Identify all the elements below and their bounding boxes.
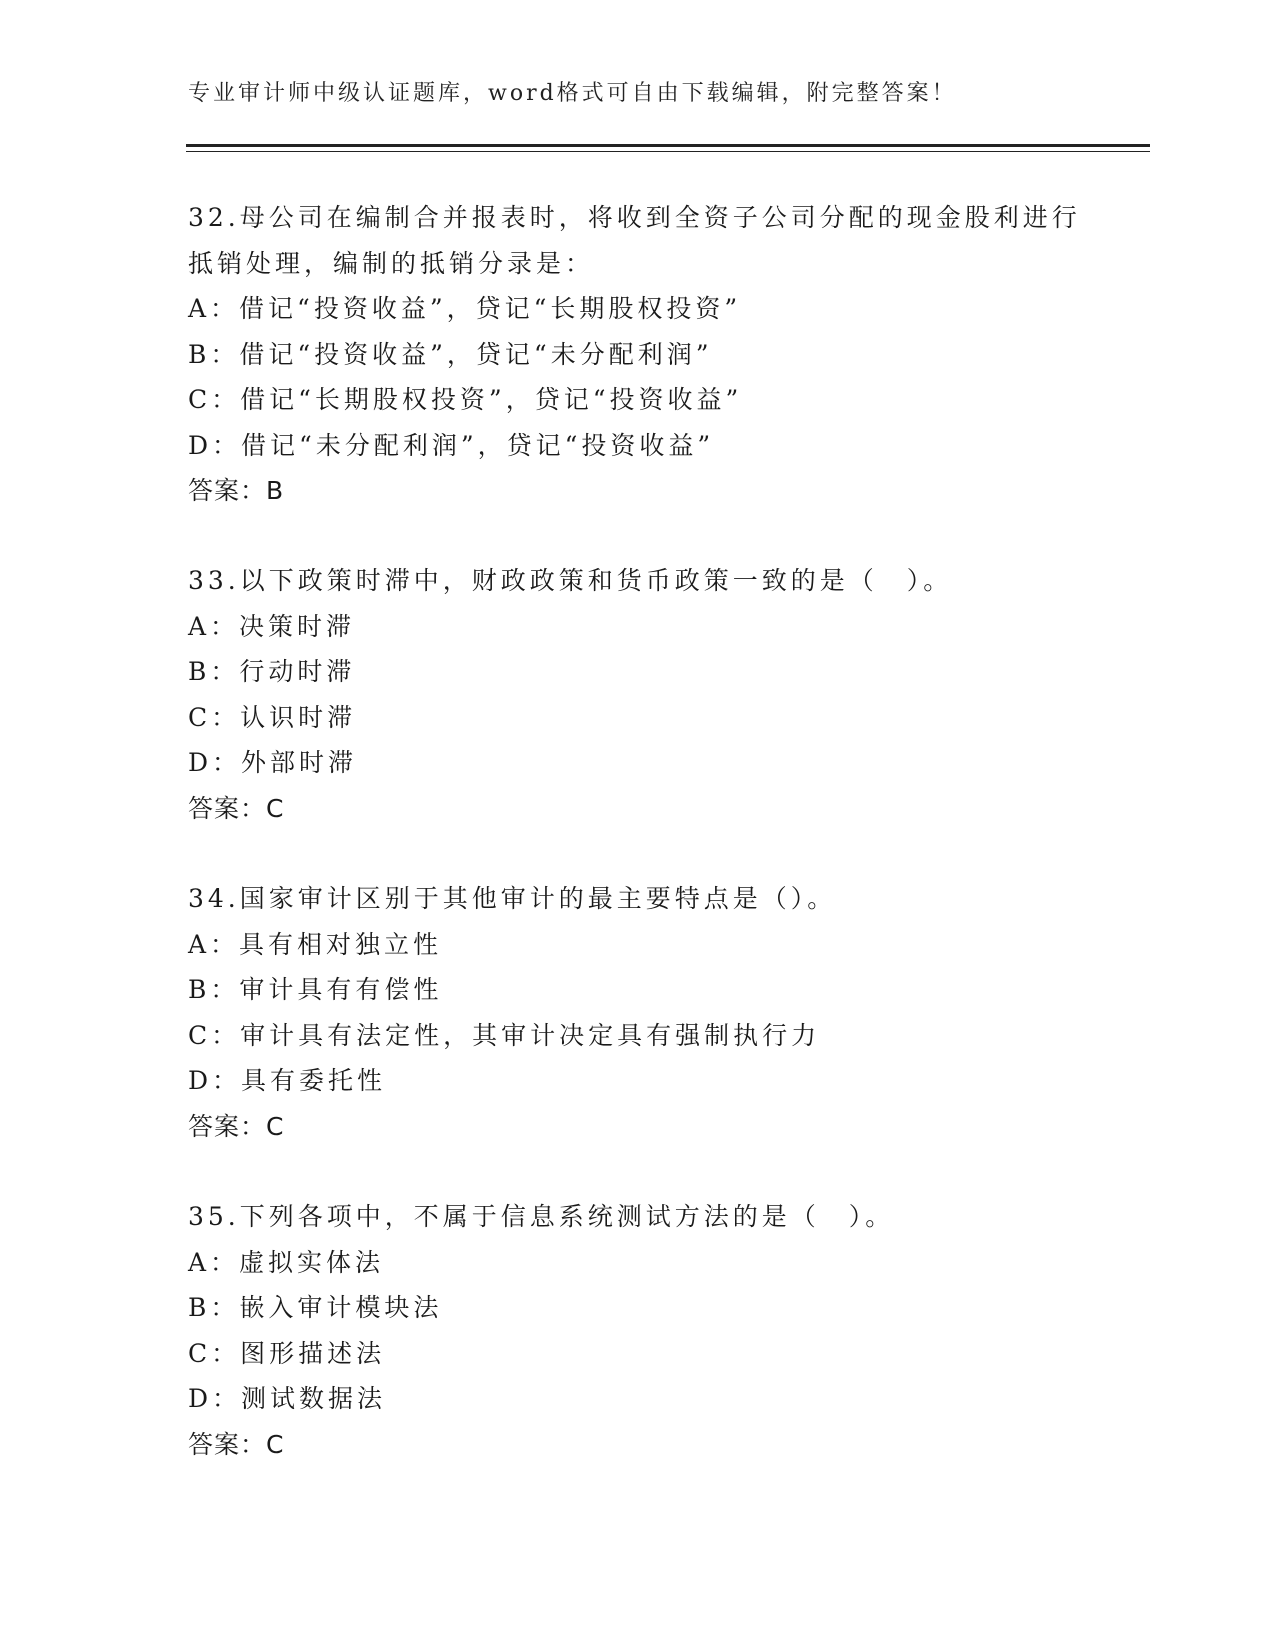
question-stem: 35.下列各项中，不属于信息系统测试方法的是（ ）。 [188,1202,895,1231]
option-d: D：借记“未分配利润”，贷记“投资收益” [188,430,715,460]
option-d: D：测试数据法 [188,1384,387,1413]
question-34 [188,876,1088,1149]
option-b: B：借记“投资收益”，贷记“未分配利润” [188,339,713,369]
option-d: D：外部时滞 [188,748,358,777]
option-c: C：认识时滞 [188,702,357,732]
option-b: B：嵌入审计模块法 [188,1293,443,1322]
answer: 答案：C [188,793,285,823]
option-a: A：借记“投资收益”，贷记“长期股权投资” [188,294,742,323]
question-stem: 32.母公司在编制合并报表时，将收到全资子公司分配的现金股利进行 [188,203,1081,232]
question-stem: 33.以下政策时滞中，财政政策和货币政策一致的是（ ）。 [188,566,953,595]
answer: 答案：C [188,1111,285,1141]
option-a: A：决策时滞 [188,611,356,641]
option-d: D：具有委托性 [188,1066,387,1095]
option-a: A：虚拟实体法 [188,1247,385,1277]
option-b: B：审计具有有偿性 [188,975,443,1004]
question-33 [188,558,1088,831]
page-header: 专业审计师中级认证题库，word格式可自由下载编辑，附完整答案！ [188,81,957,106]
question-stem-continued: 抵销处理，编制的抵销分录是： [188,248,595,278]
answer: 答案：C [188,1429,285,1459]
question-stem: 34.国家审计区别于其他审计的最主要特点是（）。 [188,884,837,913]
option-c: C：审计具有法定性，其审计决定具有强制执行力 [188,1020,821,1050]
answer: 答案：B [188,476,285,505]
question-32 [188,195,1088,514]
header-rule-thin [186,151,1150,152]
option-c: C：图形描述法 [188,1338,386,1368]
question-35 [188,1194,1088,1467]
option-b: B：行动时滞 [188,657,356,686]
option-c: C：借记“长期股权投资”，贷记“投资收益” [188,385,743,414]
option-a: A：具有相对独立性 [188,929,443,959]
header-rule-thick [186,144,1150,147]
